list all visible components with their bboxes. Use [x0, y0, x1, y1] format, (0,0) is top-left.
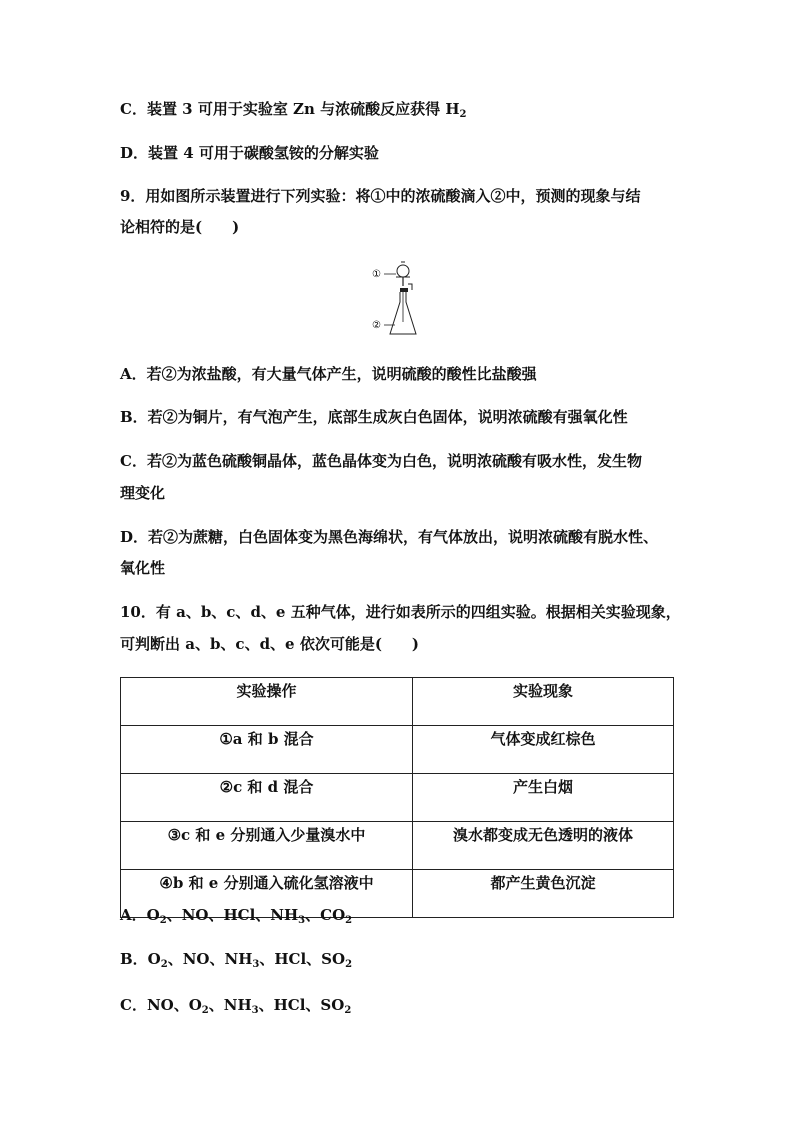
option-8d: D．装置 4 可用于碳酸氢铵的分解实验 — [120, 144, 379, 162]
figure-label-2: ② — [372, 320, 381, 331]
table-header-cell: 实验现象 — [413, 678, 674, 726]
table-cell: ③c 和 e 分别通入少量溴水中 — [121, 822, 413, 870]
question-10-stem-line2: 可判断出 a、b、c、d、e 依次可能是( ) — [120, 635, 420, 653]
table-row — [121, 774, 674, 822]
option-8c: C．装置 3 可用于实验室 Zn 与浓硫酸反应获得 $H_2$ — [120, 100, 467, 120]
table-header-cell: 实验操作 — [121, 678, 413, 726]
option-9c-line1: C．若②为蓝色硫酸铜晶体，蓝色晶体变为白色，说明浓硫酸有吸水性，发生物 — [120, 452, 642, 470]
table-header-row — [121, 678, 674, 726]
option-9a: A．若②为浓盐酸，有大量气体产生，说明硫酸的酸性比盐酸强 — [120, 365, 537, 383]
option-10b: B．$O_2$、NO、$NH_3$、HCl、$SO_2$ — [120, 950, 353, 970]
table-cell: 都产生黄色沉淀 — [413, 870, 674, 918]
table-cell: ②c 和 d 混合 — [121, 774, 413, 822]
question-10-stem-line1: 10．有 a、b、c、d、e 五种气体，进行如表所示的四组实验。根据相关实验现象， — [120, 603, 681, 621]
table-cell: ④b 和 e 分别通入硫化氢溶液中 — [121, 870, 413, 918]
table-row — [121, 822, 674, 870]
option-9d-line1: D．若②为蔗糖，白色固体变为黑色海绵状，有气体放出，说明浓硫酸有脱水性、 — [120, 528, 659, 546]
figure-label-1: ① — [372, 269, 381, 280]
option-10c: C．NO、$O_2$、$NH_3$、HCl、$SO_2$ — [120, 996, 352, 1016]
question-9-stem-line2: 论相符的是( ) — [120, 218, 240, 236]
table-cell: 气体变成红棕色 — [413, 726, 674, 774]
apparatus-figure — [368, 256, 438, 340]
option-9b: B．若②为铜片，有气泡产生，底部生成灰白色固体，说明浓硫酸有强氧化性 — [120, 408, 628, 426]
table-cell: ①a 和 b 混合 — [121, 726, 413, 774]
experiment-table — [120, 677, 674, 918]
table-cell: 产生白烟 — [413, 774, 674, 822]
option-9c-line2: 理变化 — [120, 484, 166, 502]
table-row — [121, 726, 674, 774]
option-9d-line2: 氧化性 — [120, 559, 166, 577]
option-10a: A．$O_2$、NO、HCl、$NH_3$、$CO_2$ — [120, 906, 353, 926]
table-cell: 溴水都变成无色透明的液体 — [413, 822, 674, 870]
separatory-funnel — [397, 265, 409, 277]
rubber-stopper — [400, 288, 408, 292]
question-9-stem-line1: 9．用如图所示装置进行下列实验：将①中的浓硫酸滴入②中，预测的现象与结 — [120, 187, 641, 205]
side-tube — [408, 284, 412, 290]
